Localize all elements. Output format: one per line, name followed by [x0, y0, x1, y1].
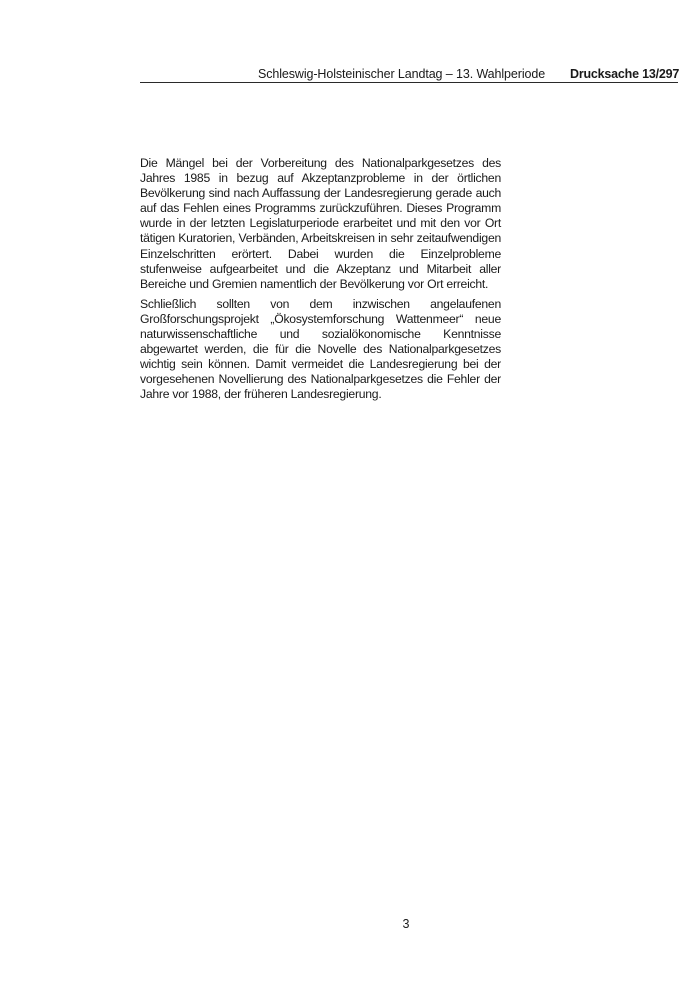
paragraph: Schließlich sollten von dem inzwischen angelaufenen Großforschungsprojekt „Ökosystemforschung Wattenmeer“ neue naturwissenschaftliche und sozialökonomische Kenntnisse abgewartet werden, die für die Novelle des Nationalparkgesetzes wichtig sein können. Damit vermeidet die Landesregierung bei der vorgesehenen Novellierung des Nationalparkgesetzes die Fehler der Jahre vor 1988, der früheren Landesregierung. — [140, 296, 501, 402]
page-header — [140, 66, 680, 84]
header-document-number: Drucksache 13/297 — [570, 67, 680, 81]
page-number: 3 — [402, 917, 410, 931]
body-text — [140, 156, 501, 408]
header-rule — [140, 82, 678, 83]
header-source: Schleswig-Holsteinischer Landtag – 13. Wahlperiode — [258, 67, 546, 81]
paragraph: Die Mängel bei der Vorbereitung des Nationalparkgesetzes des Jahres 1985 in bezug auf Akzeptanzprobleme in der örtlichen Bevölkerung sind nach Auffassung der Landesregierung gerade auch auf das Fehlen eines Programms zurückzuführen. Dieses Programm wurde in der letzten Legislaturperiode erarbeitet und mit den vor Ort tätigen Kuratorien, Verbänden, Arbeitskreisen in sehr zeitaufwendigen Einzelschritten erörtert. Dabei wurden die Einzelprobleme stufenweise aufgearbeitet und die Akzeptanz und Mitarbeit aller Bereiche und Gremien namentlich der Bevölkerung vor Ort erreicht. — [140, 156, 501, 291]
